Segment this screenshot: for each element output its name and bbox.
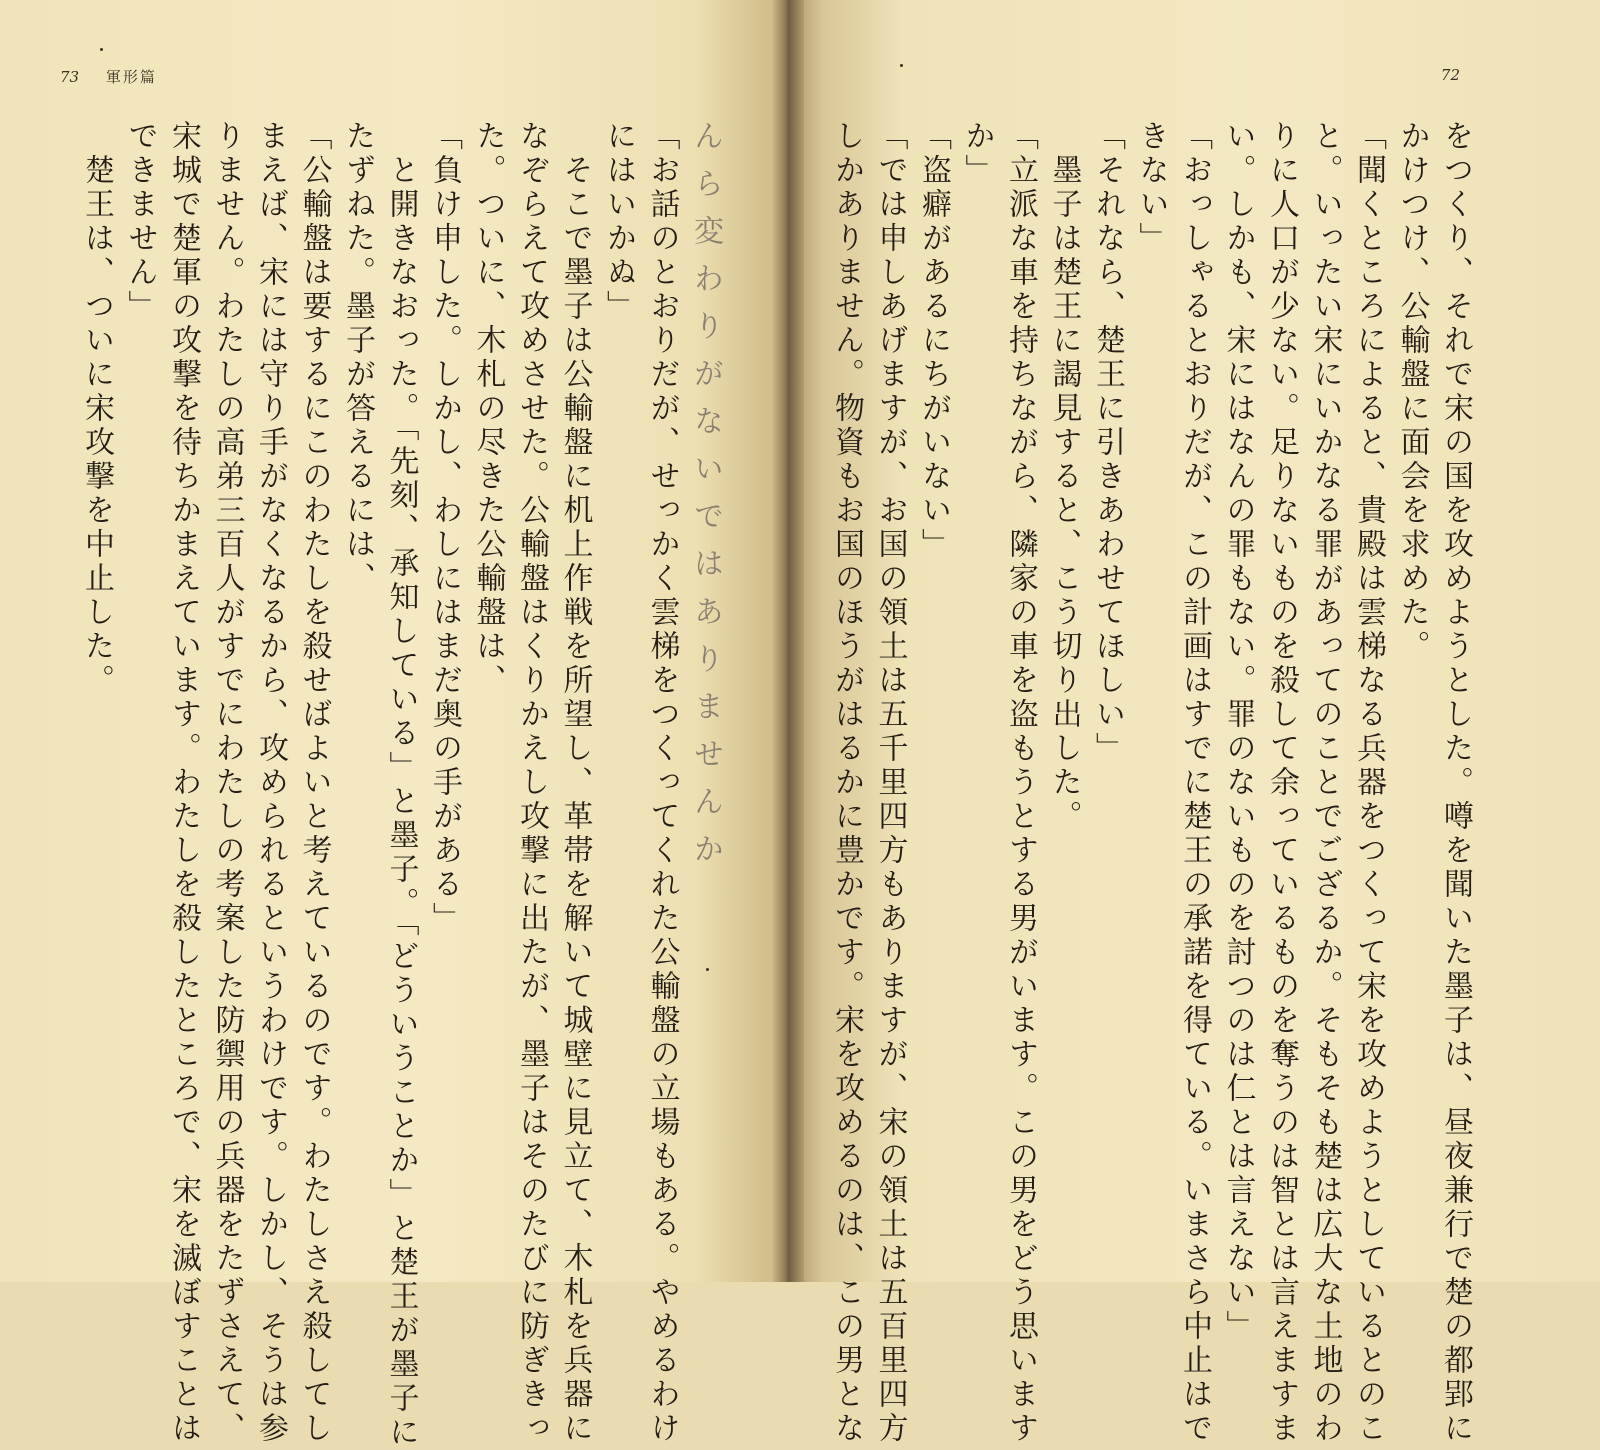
right-page-number: 72: [1440, 66, 1460, 84]
paper-speck: [706, 968, 709, 971]
text-column: しかありません。物資もお国のほうがはるかに豊かです。宋を攻めるのは、この男とな: [829, 120, 864, 1446]
text-column: にはいかぬ」: [601, 120, 636, 324]
right-page-header: [1441, 66, 1460, 84]
right-page: [790, 0, 1600, 1446]
text-column: りに人口が少ない。足りないものを殺して余っているものを奪うのは智とは言えますま: [1264, 120, 1299, 1446]
text-column: と開きなおった。「先刻、承知している」と墨子。「どういうことか」と楚王が墨子に: [383, 120, 419, 1450]
text-column: ん ら 変 わ り が な い で は あ り ま せ ん か: [688, 120, 723, 868]
text-column: 「聞くところによると、貴殿は雲梯なる兵器をつくって宋を攻めようとしているとのこ: [1351, 120, 1386, 1446]
text-column: かけつけ、公輸盤に面会を求めた。: [1394, 120, 1430, 664]
text-column: たずねた。墨子が答えるには、: [340, 120, 375, 596]
text-column: 宋城で楚軍の攻撃を待ちかまえています。わたしを殺したところで、宋を滅ぼすことは: [166, 120, 201, 1446]
text-column: 「立派な車を持ちながら、隣家の車を盗もうとする男がいます。この男をどう思います: [1003, 120, 1038, 1446]
text-column: 「盗癖があるにちがいない」: [916, 120, 951, 562]
left-page: [0, 0, 790, 1450]
text-column: きない」: [1133, 120, 1169, 256]
text-column: 「負け申した。しかし、わしにはまだ奥の手がある」: [427, 120, 462, 936]
text-column: た。ついに、木札の尽きた公輸盤は、: [470, 120, 506, 698]
text-column: 「おっしゃるとおりだが、この計画はすでに楚王の承諾を得ている。いまさら中止はで: [1177, 120, 1212, 1446]
text-column: 「公輸盤は要するにこのわたしを殺せばよいと考えているのです。わたしさえ殺してし: [296, 120, 332, 1446]
paper-speck: [900, 64, 903, 67]
left-page-number: 73: [60, 68, 80, 86]
text-column: 楚王は、ついに宋攻撃を中止した。: [79, 120, 114, 698]
text-column: い。しかも、宋にはなんの罪もない。罪のないものを討つのは仁とは言えない」: [1220, 120, 1256, 1344]
left-page-header: [60, 66, 157, 87]
text-column: をつくり、それで宋の国を攻めようとした。噂を聞いた墨子は、昼夜兼行で楚の都郢に: [1438, 120, 1473, 1446]
text-column: と。いったい宋にいかなる罪があってのことでござるか。そもそも楚は広大な土地のわ: [1307, 120, 1343, 1446]
text-column: 「それなら、楚王に引きあわせてほしい」: [1090, 120, 1125, 766]
text-column: なぞらえて攻めさせた。公輸盤はくりかえし攻撃に出たが、墨子はそのたびに防ぎきっ: [514, 120, 549, 1446]
paper-speck: [100, 48, 103, 51]
text-column: か」: [959, 120, 995, 188]
text-column: りません。わたしの高弟三百人がすでにわたしの考案した防禦用の兵器をたずさえて、: [209, 120, 245, 1446]
text-column: 「では申しあげますが、お国の領土は五千里四方もありますが、宋の領土は五百里四方: [872, 120, 908, 1446]
text-column: 墨子は楚王に謁見すると、こう切り出した。: [1046, 120, 1082, 834]
text-column: できません」: [122, 120, 158, 324]
text-column: そこで墨子は公輸盤に机上作戦を所望し、革帯を解いて城壁に見立て、木札を兵器に: [557, 120, 593, 1446]
book-gutter: [770, 0, 804, 1282]
text-column: 「お話のとおりだが、せっかく雲梯をつくってくれた公輸盤の立場もある。やめるわけ: [644, 120, 680, 1446]
text-column: まえば、宋には守り手がなくなるから、攻められるというわけです。しかし、そうは参: [253, 120, 288, 1446]
running-title: 軍形篇: [105, 68, 157, 86]
